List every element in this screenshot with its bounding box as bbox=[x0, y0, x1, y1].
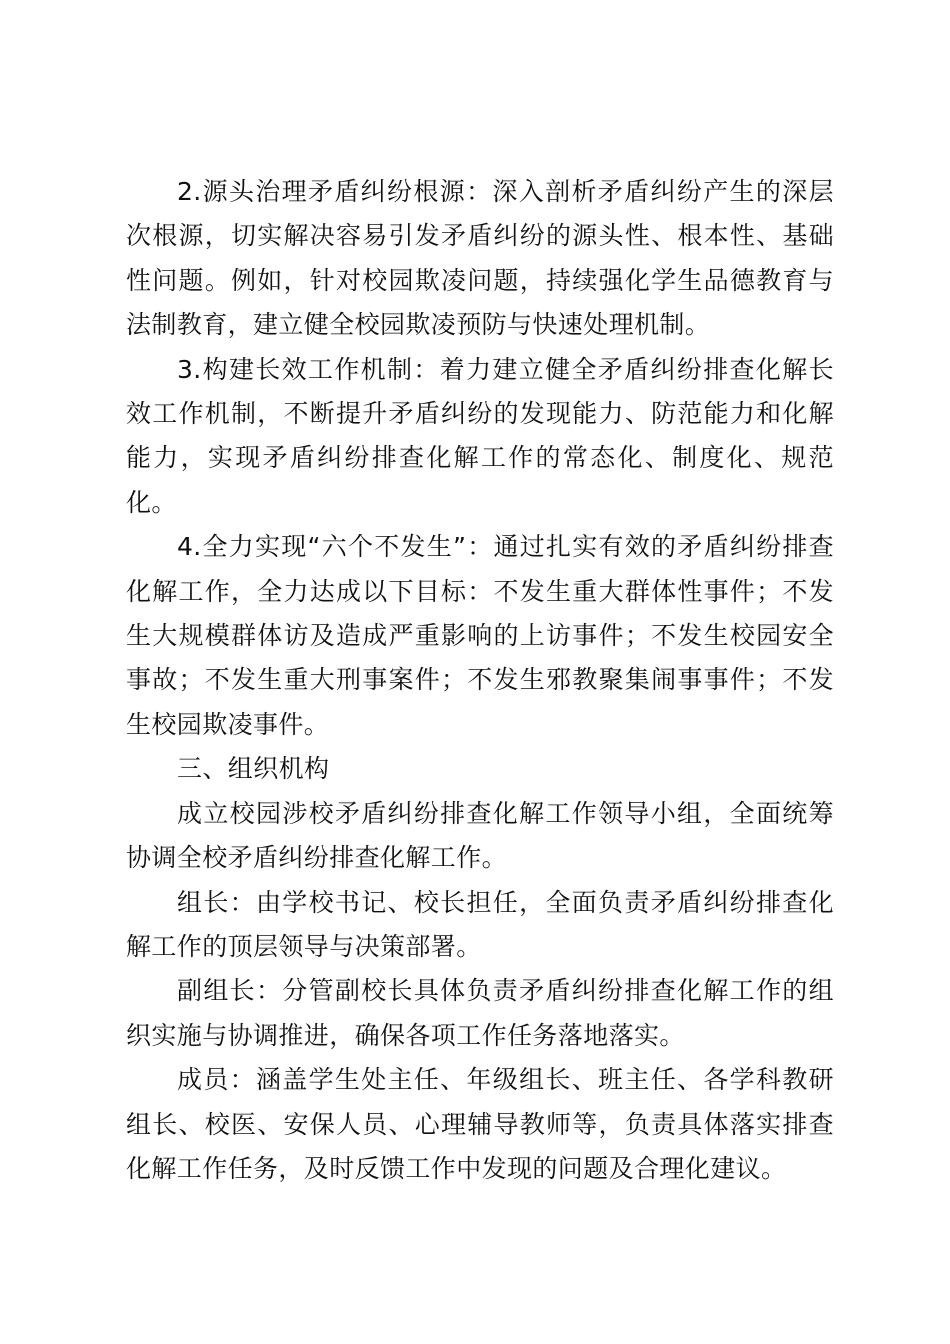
section-heading-organization: 三、组织机构 bbox=[177, 754, 330, 784]
paragraph-goal-4: 4.全力实现“六个不发生”：通过扎实有效的矛盾纠纷排查化解工作，全力达成以下目标：不发生重大群体性事件；不发生大规模群体访及造成严重影响的上访事件；不发生校园安全事故；不发生重大刑事案件；不发生邪教聚集闹事事件；不发生校园欺凌事件。 bbox=[126, 532, 834, 739]
paragraph-goal-2: 2.源头治理矛盾纠纷根源：深入剖析矛盾纠纷产生的深层次根源，切实解决容易引发矛盾纠纷的源头性、根本性、基础性问题。例如，针对校园欺凌问题，持续强化学生品德教育与法制教育，建立健全校园欺凌预防与快速处理机制。 bbox=[126, 177, 834, 340]
paragraph-goal-3: 3.构建长效工作机制：着力建立健全矛盾纠纷排查化解长效工作机制，不断提升矛盾纠纷的发现能力、防范能力和化解能力，实现矛盾纠纷排查化解工作的常态化、制度化、规范化。 bbox=[126, 354, 834, 517]
paragraph-members: 成员：涵盖学生处主任、年级组长、班主任、各学科教研组长、校医、安保人员、心理辅导教师等，负责具体落实排查化解工作任务，及时反馈工作中发现的问题及合理化建议。 bbox=[126, 1065, 834, 1183]
paragraph-group-leader: 组长：由学校书记、校长担任，全面负责矛盾纠纷排查化解工作的顶层领导与决策部署。 bbox=[126, 887, 834, 961]
paragraph-leading-group: 成立校园涉校矛盾纠纷排查化解工作领导小组，全面统筹协调全校矛盾纠纷排查化解工作。 bbox=[126, 798, 834, 873]
paragraph-deputy-leader: 副组长：分管副校长具体负责矛盾纠纷排查化解工作的组织实施与协调推进，确保各项工作任务落地落实。 bbox=[126, 976, 834, 1050]
document-body bbox=[126, 170, 834, 1191]
